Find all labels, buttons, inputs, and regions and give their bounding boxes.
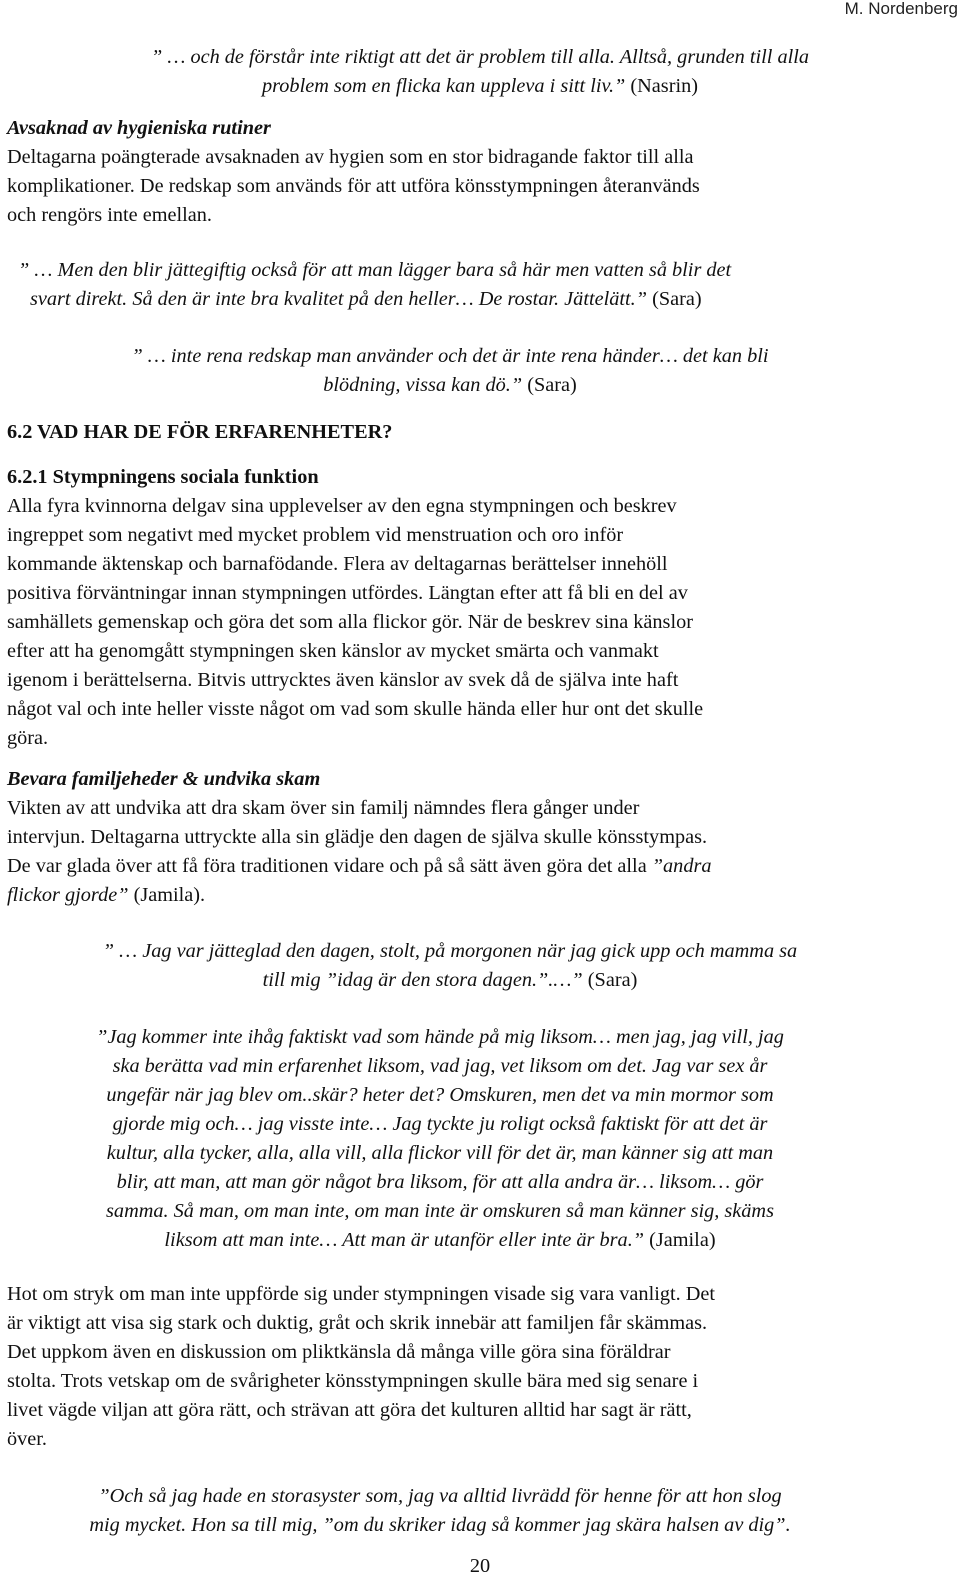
- paragraph-line: stolta. Trots vetskap om de svårigheter könsstympningen skulle bära med sig senare i: [7, 1370, 699, 1392]
- subheading-hygiene: Avsaknad av hygieniska rutiner: [7, 117, 271, 139]
- paragraph-line: De var glada över att få föra traditionen vidare och på så sätt även göra det alla: [7, 855, 652, 877]
- quote-source: (Sara): [527, 374, 577, 396]
- quote-sara-1: [0, 256, 918, 314]
- inline-quote: ”andra: [651, 855, 712, 877]
- paragraph-line: livet vägde viljan att göra rätt, och strävan att göra det kulturen alltid har sagt är rätt,: [7, 1399, 692, 1421]
- quote-line: ” … inte rena redskap man använder och det är inte rena händer… det kan bli: [131, 345, 769, 367]
- paragraph-line: kommande äktenskap och barnafödande. Flera av deltagarnas berättelser innehöll: [7, 553, 668, 575]
- quote-sara-3: [0, 937, 900, 995]
- quote-nasrin: [0, 43, 960, 101]
- paragraph-line: (Jamila).: [128, 884, 206, 906]
- paragraph-line: igenom i berättelserna. Bitvis uttrycktes även känslor av svek då de själva inte haft: [7, 669, 679, 691]
- quote-sister: [0, 1482, 880, 1540]
- quote-source: (Nasrin): [630, 75, 698, 97]
- header-author: M. Nordenberg: [844, 0, 958, 18]
- quote-line: ”Jag kommer inte ihåg faktiskt vad som hände på mig liksom… men jag, jag vill, jag: [96, 1026, 784, 1048]
- quote-line: liksom att man inte… Att man är utanför eller inte är bra.”: [164, 1229, 645, 1251]
- quote-line: ungefär när jag blev om..skär? heter det? Omskuren, men det va min mormor som: [106, 1084, 774, 1106]
- paragraph-line: Vikten av att undvika att dra skam över sin familj nämndes flera gånger under: [7, 797, 640, 819]
- paragraph-line: efter att ha genomgått stympningen sken känslor av mycket smärta och vanmakt: [7, 640, 659, 662]
- paragraph-line: ingreppet som negativt med mycket problem vid menstruation och oro inför: [7, 524, 624, 546]
- paragraph-line: komplikationer. De redskap som används för att utföra könsstympningen återanvänds: [7, 175, 700, 197]
- page-number: 20: [469, 1555, 491, 1577]
- quote-line: till mig ”idag är den stora dagen.”.…”: [262, 969, 583, 991]
- quote-line: gjorde mig och… jag visste inte… Jag tyckte ju roligt också faktiskt för att det är: [112, 1113, 768, 1135]
- paragraph-family-honour: [7, 794, 859, 910]
- paragraph-line: göra.: [7, 727, 49, 749]
- paragraph-line: Hot om stryk om man inte uppförde sig under stympningen visade sig vara vanligt. Det: [7, 1283, 716, 1305]
- quote-source: (Sara): [587, 969, 638, 991]
- quote-line: svart direkt. Så den är inte bra kvalitet på den heller… De rostar. Jättelätt.”: [30, 288, 647, 310]
- quote-source: (Sara): [652, 288, 702, 310]
- quote-line: ” … och de förstår inte riktigt att det är problem till alla. Alltså, grunden till alla: [150, 46, 810, 68]
- quote-line: samma. Så man, om man inte, om man inte är omskuren så man känner sig, skäms: [106, 1200, 774, 1222]
- paragraph-line: Deltagarna poängterade avsaknaden av hygien som en stor bidragande faktor till alla: [7, 146, 694, 168]
- quote-line: kultur, alla tycker, alla, alla vill, alla flickor vill för det är, man känner sig att man: [106, 1142, 774, 1164]
- paragraph-line: är viktigt att visa sig stark och duktig, gråt och skrik innebär att familjen får skämmas.: [7, 1312, 708, 1334]
- paragraph-hygiene: [7, 143, 859, 230]
- paragraph-line: över.: [7, 1428, 47, 1450]
- paragraph-line: samhällets gemenskap och göra det som alla flickor gör. När de beskrev sina känslor: [7, 611, 693, 633]
- paragraph-line: Det uppkom även en diskussion om pliktkänsla då många ville göra sina föräldrar: [7, 1341, 671, 1363]
- quote-line: mig mycket. Hon sa till mig, ”om du skriker idag så kommer jag skära halsen av dig”.: [89, 1514, 791, 1536]
- inline-quote: flickor gjorde”: [7, 884, 129, 906]
- paragraph-line: intervjun. Deltagarna uttryckte alla sin glädje den dagen de själva skulle könsstympas.: [7, 826, 708, 848]
- subheading-family-honour: Bevara familjeheder & undvika skam: [7, 768, 321, 790]
- quote-line: ” … Jag var jätteglad den dagen, stolt, på morgonen när jag gick upp och mamma sa: [102, 940, 798, 962]
- paragraph-line: något val och inte heller visste något om vad som skulle hända eller hur ont det skulle: [7, 698, 704, 720]
- quote-line: blödning, vissa kan dö.”: [323, 374, 523, 396]
- quote-sara-2: [0, 342, 900, 400]
- quote-line: ska berätta vad min erfarenhet liksom, vad jag, vet liksom om det. Jag var sex år: [112, 1055, 768, 1077]
- quote-line: ” … Men den blir jättegiftig också för att man lägger bara så här men vatten så blir det: [18, 259, 732, 281]
- paragraph-line: och rengörs inte emellan.: [7, 204, 212, 226]
- quote-line: problem som en flicka kan uppleva i sitt liv.”: [262, 75, 626, 97]
- quote-jamila: [0, 1023, 880, 1255]
- quote-line: blir, att man, att man gör något bra liksom, för att alla andra är… liksom… gör: [116, 1171, 764, 1193]
- quote-source: (Jamila): [649, 1229, 716, 1251]
- paragraph-experiences: [7, 492, 859, 753]
- quote-line: ”Och så jag hade en storasyster som, jag va alltid livrädd för henne för att hon slog: [98, 1485, 782, 1507]
- paragraph-punishment: [7, 1280, 859, 1454]
- section-heading-6-2: 6.2 VAD HAR DE FÖR ERFARENHETER?: [7, 421, 393, 443]
- section-heading-6-2-1: 6.2.1 Stympningens sociala funktion: [7, 466, 319, 488]
- paragraph-line: Alla fyra kvinnorna delgav sina upplevelser av den egna stympningen och beskrev: [7, 495, 677, 517]
- paragraph-line: positiva förväntningar innan stympningen utfördes. Längtan efter att få bli en del av: [7, 582, 688, 604]
